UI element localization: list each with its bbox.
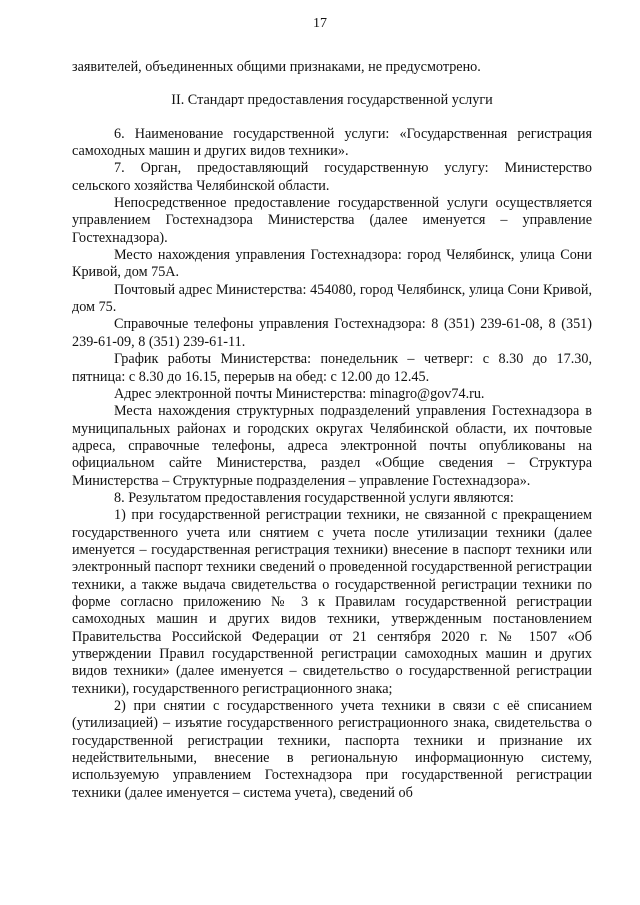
paragraph-7-divisions: Места нахождения структурных подразделений управления Гостехнадзора в муниципальных районах и городских округах Челябинской области, их почтовые адреса, справочные телефоны, адреса электронной почты опубликованы на официальном сайте Министерства, раздел «Общие сведения – Структура Министерства – Структурные подразделения – управление Гостехнадзора». xyxy=(72,403,592,489)
paragraph-7: 7. Орган, предоставляющий государственную услугу: Министерство сельского хозяйства Челябинской области. xyxy=(72,160,592,194)
paragraph-6: 6. Наименование государственной услуги: «Государственная регистрация самоходных машин и других видов техники». xyxy=(72,125,592,160)
section-heading: II. Стандарт предоставления государственной услуги xyxy=(171,92,493,109)
paragraph-7-schedule: График работы Министерства: понедельник – четверг: с 8.30 до 17.30, пятница: с 8.30 до 16.15, перерыв на обед: с 12.00 до 12.45. xyxy=(72,351,592,385)
paragraph-7-postal-address: Почтовый адрес Министерства: 454080, город Челябинск, улица Сони Кривой, дом 75. xyxy=(72,281,592,316)
document-body xyxy=(72,59,592,802)
paragraph-7-location: Место нахождения управления Гостехнадзора: город Челябинск, улица Сони Кривой, дом 75А. xyxy=(72,247,592,281)
paragraph-7-phones: Справочные телефоны управления Гостехнадзора: 8 (351) 239-61-08, 8 (351) 239-61-09, 8 (351) 239-61-11. xyxy=(72,316,592,350)
paragraph-8-item-2: 2) при снятии с государственного учета техники в связи с её списанием (утилизацией) – изъятие государственного регистрационного знака, свидетельства о государственной регистрации техники, паспорта техники и признание их недействительными, внесение в региональную информационную систему, используемую управлением Гостехнадзора при государственной регистрации техники (далее именуется – система учета), сведений об xyxy=(72,698,592,801)
paragraph-7-direct-provision: Непосредственное предоставление государственной услуги осуществляется управлением Гостехнадзора Министерства (далее именуется – управление Гостехнадзора). xyxy=(72,195,592,246)
paragraph-8: 8. Результатом предоставления государственной услуги являются: xyxy=(114,489,514,506)
paragraph-8-item-1: 1) при государственной регистрации техники, не связанной с прекращением государственного учета или снятием с учета после утилизации техники (далее именуется – государственная регистрация техники) внесение в паспорт техники или электронный паспорт техники сведений о проведенной государственной регистрации техники, а также выдача свидетельства о государственной регистрации техники по форме согласно приложению № 3 к Правилам государственной регистрации самоходных машин и других видов техники, утвержденным постановлением Правительства Российской Федерации от 21 сентября 2020 г. № 1507 «Об утверждении Правил государственной регистрации самоходных машин и других видов техники» (далее именуется – свидетельство о государственной регистрации техники), государственного регистрационного знака; xyxy=(72,507,592,697)
paragraph-7-email: Адрес электронной почты Министерства: minagro@gov74.ru. xyxy=(114,385,485,402)
page-number: 17 xyxy=(313,16,327,31)
paragraph-continuation: заявителей, объединенных общими признаками, не предусмотрено. xyxy=(72,59,481,75)
